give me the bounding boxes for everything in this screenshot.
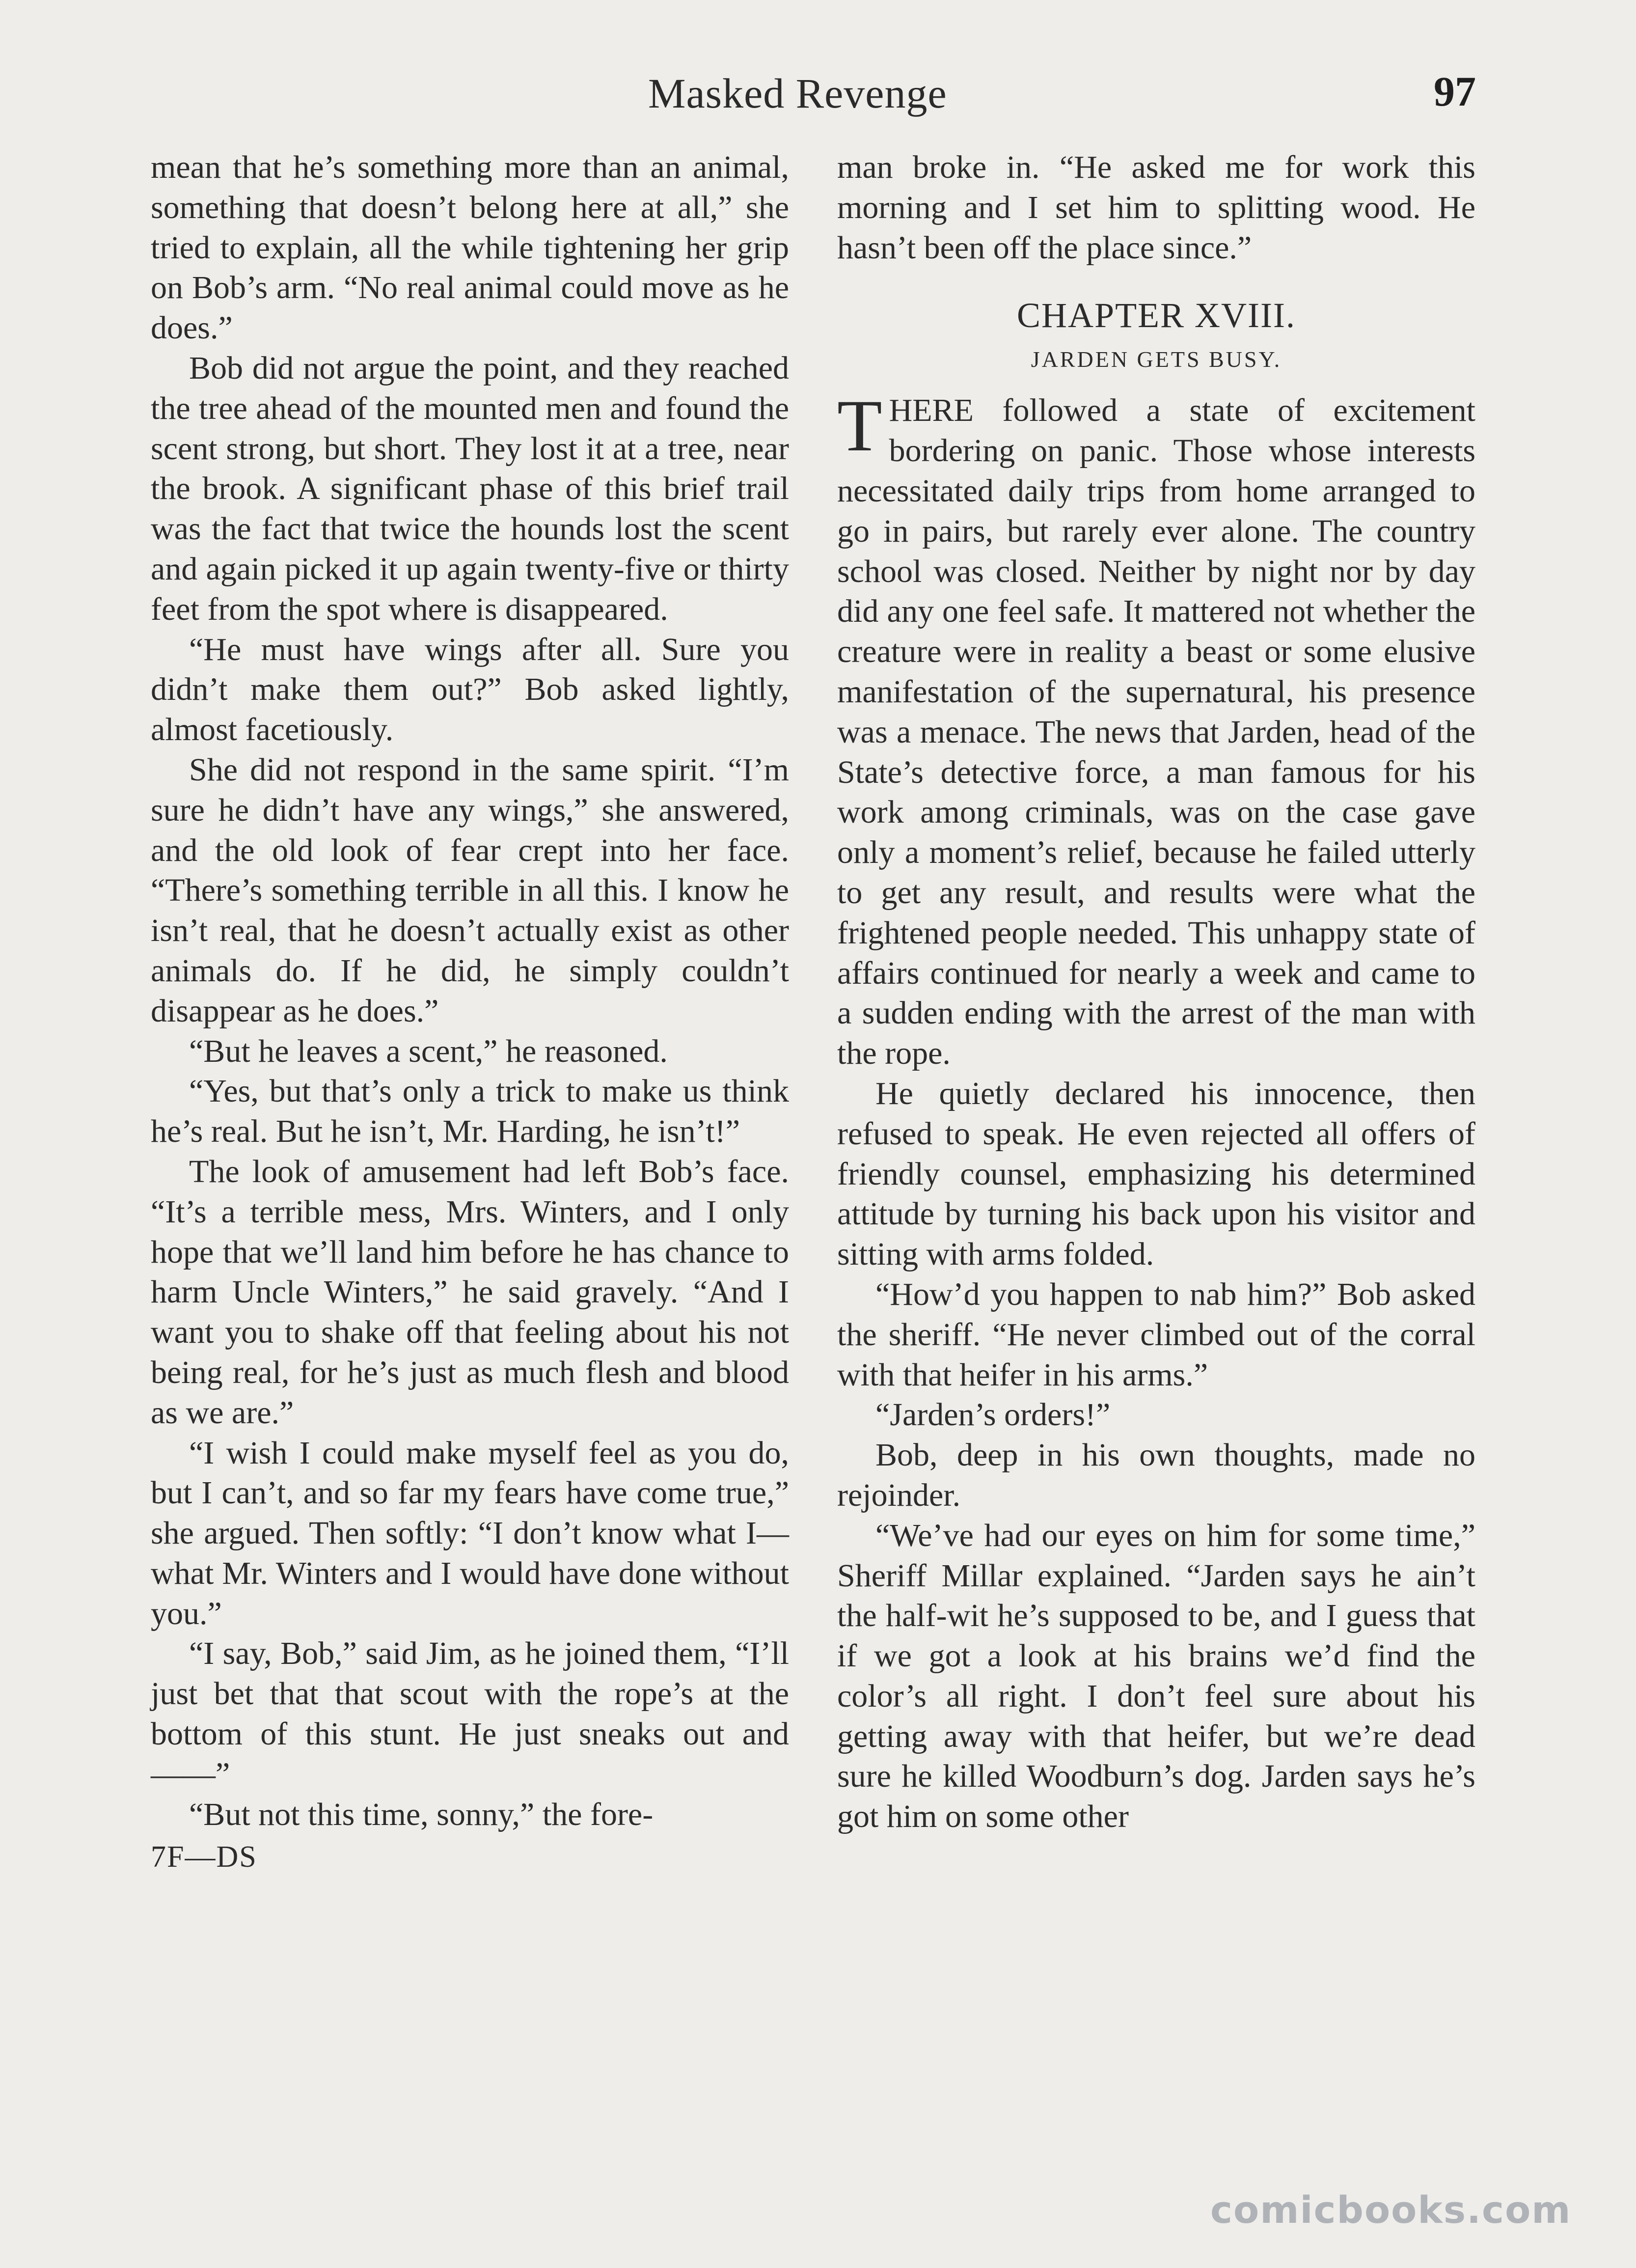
paragraph: “Jarden’s orders!” [875, 1397, 1111, 1433]
paragraph: He quietly declared his innocence, then refused to speak. He even rejected all offers of friendly counsel, emphasizing his determined attitude by turning his back upon his visitor and sitting with arms folded. [837, 1075, 1475, 1272]
paragraph: “But not this time, sonny,” the fore- [189, 1796, 654, 1832]
left-column [151, 147, 789, 1878]
paragraph: “How’d you happen to nab him?” Bob asked the sheriff. “He never climbed out of the corral with that heifer in his arms.” [837, 1276, 1475, 1393]
paragraph: “I say, Bob,” said Jim, as he joined them, “I’ll just bet that that scout with the rope’s at the bottom of this stunt. He just sneaks out and——” [151, 1635, 789, 1792]
running-title: Masked Revenge [648, 70, 947, 117]
paragraph: “Yes, but that’s only a trick to make us think he’s real. But he isn’t, Mr. Harding, he isn’t!” [151, 1073, 789, 1150]
chapter-subtitle: JARDEN GETS BUSY. [1031, 347, 1282, 372]
right-column [837, 147, 1475, 1837]
chapter-opening-text: HERE followed a state of excitement bordering on panic. Those whose interests necessitated daily trips from home arranged to go in pairs, but rarely ever alone. The country school was closed. Neither by night nor by day did any one feel safe. It mattered not whether the creature were in reality a beast or some elusive manifestation of the supernatural, his presence was a menace. The news that Jarden, head of the State’s detective force, a man famous for his work among criminals, was on the case gave only a moment’s relief, because he failed utterly to get any result, and results were what the frightened people needed. This unhappy state of affairs continued for nearly a week and came to a sudden ending with the arrest of the man with the rope. [837, 392, 1475, 1072]
paragraph: “We’ve had our eyes on him for some time,” Sheriff Millar explained. “Jarden says he ain’t the half-wit he’s supposed to be, and I guess that if we got a look at his brains we’d find the color’s all right. I don’t feel sure about his getting away with that heifer, but we’re dead sure he killed Woodburn’s dog. Jarden says he’s got him on some other [837, 1517, 1475, 1835]
paragraph: mean that he’s something more than an animal, something that doesn’t belong here at all,” she tried to explain, all the while tightening her grip on Bob’s arm. “No real animal could move as he does.” [151, 149, 789, 346]
paragraph: man broke in. “He asked me for work this morning and I set him to splitting wood. He hasn’t been off the place since.” [837, 149, 1475, 266]
paragraph: Bob, deep in his own thoughts, made no rejoinder. [837, 1437, 1475, 1513]
paragraph: The look of amusement had left Bob’s face. “It’s a terrible mess, Mrs. Winters, and I only hope that we’ll land him before he has chance to harm Uncle Winters,” he said gravely. “And I want you to shake off that feeling about his not being real, for he’s just as much flesh and blood as we are.” [151, 1153, 789, 1431]
page-number: 97 [1434, 68, 1476, 115]
drop-cap: T [837, 385, 882, 467]
paragraph: “I wish I could make myself feel as you do, but I can’t, and so far my fears have come true,” she argued. Then softly: “I don’t know what I—what Mr. Winters and I would have done without you.” [151, 1435, 789, 1632]
paragraph: “He must have wings after all. Sure you didn’t make them out?” Bob asked lightly, almost facetiously. [151, 631, 789, 748]
watermark: comicbooks.com [1210, 2188, 1572, 2232]
page-header [0, 69, 1636, 123]
paragraph: “But he leaves a scent,” he reasoned. [189, 1033, 668, 1069]
paragraph: She did not respond in the same spirit. “I’m sure he didn’t have any wings,” she answered, and the old look of fear crept into her face. “There’s something terrible in all this. I know he isn’t real, that he doesn’t actually exist as other animals do. If he did, he simply couldn’t disappear as he does.” [151, 751, 789, 1029]
chapter-title: CHAPTER XVIII. [1017, 296, 1296, 335]
signature-mark: 7F—DS [151, 1840, 257, 1874]
chapter-opening-paragraph [837, 385, 1475, 1074]
paragraph: Bob did not argue the point, and they reached the tree ahead of the mounted men and found the scent strong, but short. They lost it at a tree, near the brook. A significant phase of this brief trail was the fact that twice the hounds lost the scent and again picked it up again twenty-five or thirty feet from the spot where is disappeared. [151, 350, 789, 627]
